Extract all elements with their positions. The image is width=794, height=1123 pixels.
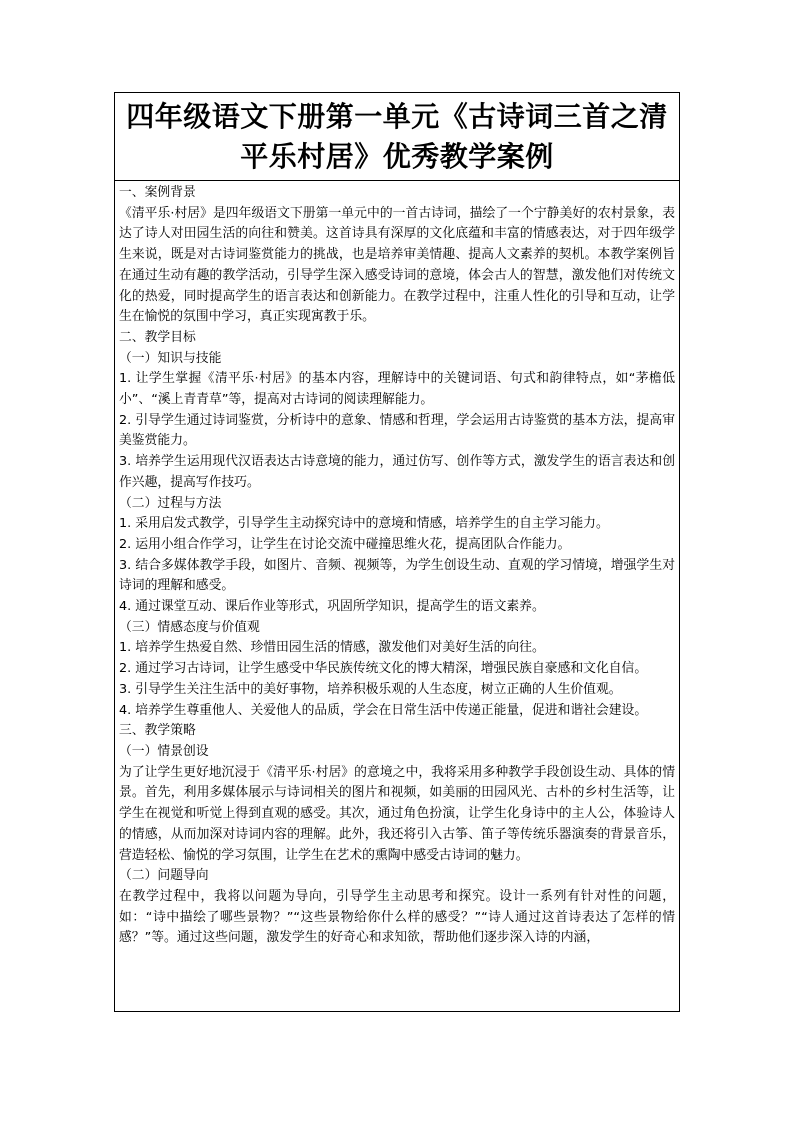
list-item: 3. 结合多媒体教学手段，如图片、音频、视频等，为学生创设生动、直观的学习情境，增强学生对诗词的理解和感受。: [119, 557, 675, 594]
subsection-heading: （二）过程与方法: [119, 495, 222, 511]
section-heading: 三、教学策略: [119, 723, 196, 739]
list-item: 1. 让学生掌握《清平乐·村居》的基本内容，理解诗中的关键词语、句式和韵律特点，如“茅檐低小”、“溪上青青草”等，提高对古诗词的阅读理解能力。: [119, 371, 675, 408]
list-item: 4. 通过课堂互动、课后作业等形式，巩固所学知识，提高学生的语文素养。: [119, 599, 545, 615]
document-title: 四年级语文下册第一单元《古诗词三首之清平乐村居》优秀教学案例: [126, 100, 668, 173]
subsection-heading: （二）问题导向: [119, 868, 209, 884]
list-item: 2. 运用小组合作学习，让学生在讨论交流中碰撞思维火花，提高团队合作能力。: [119, 536, 571, 552]
list-item: 2. 通过学习古诗词，让学生感受中华民族传统文化的博大精深，增强民族自豪感和文化自信。: [119, 661, 648, 677]
subsection-heading: （一）情景创设: [119, 743, 209, 759]
title-cell: [115, 93, 679, 181]
document-table: [114, 92, 680, 1012]
list-item: 2. 引导学生通过诗词鉴赏，分析诗中的意象、情感和哲理，学会运用古诗鉴赏的基本方法，提高审美鉴赏能力。: [119, 412, 675, 449]
subsection-heading: （三）情感态度与价值观: [119, 619, 260, 635]
section-heading: 一、案例背景: [119, 185, 196, 200]
list-item: 3. 培养学生运用现代汉语表达古诗意境的能力，通过仿写、创作等方式，激发学生的语言表达和创作兴趣，提高写作技巧。: [119, 454, 675, 490]
paragraph: 为了让学生更好地沉浸于《清平乐·村居》的意境之中，我将采用多种教学手段创设生动、具体的情景。首先，利用多媒体展示与诗词相关的图片和视频，如美丽的田园风光、古朴的乡村生活等，让学生在视觉和听觉上得到直观的感受。其次，通过角色扮演，让学生化身诗中的主人公，体验诗人的情感，从而加深对诗词内容的理解。此外，我还将引入古筝、笛子等传统乐器演奏的背景音乐，营造轻松、愉悦的学习氛围，让学生在艺术的熏陶中感受古诗词的魅力。: [119, 764, 675, 863]
list-item: 1. 培养学生热爱自然、珍惜田园生活的情感，激发他们对美好生活的向往。: [119, 640, 545, 656]
subsection-heading: （一）知识与技能: [119, 350, 222, 366]
list-item: 3. 引导学生关注生活中的美好事物，培养积极乐观的人生态度，树立正确的人生价值观。: [119, 681, 622, 697]
list-item: 4. 培养学生尊重他人、关爱他人的品质，学会在日常生活中传递正能量，促进和谐社会建设。: [119, 702, 648, 718]
list-item: 1. 采用启发式教学，引导学生主动探究诗中的意境和情感，培养学生的自主学习能力。: [119, 516, 609, 532]
paragraph: 《清平乐·村居》是四年级语文下册第一单元中的一首古诗词，描绘了一个宁静美好的农村景象，表达了诗人对田园生活的向往和赞美。这首诗具有深厚的文化底蕴和丰富的情感表达，对于四年级学生来说，既是对古诗词鉴赏能力的挑战，也是培养审美情趣、提高人文素养的契机。本教学案例旨在通过生动有趣的教学活动，引导学生深入感受诗词的意境，体会古人的智慧，激发他们对传统文化的热爱，同时提高学生的语言表达和创新能力。在教学过程中，注重人性化的引导和互动，让学生在愉悦的氛围中学习，真正实现寓教于乐。: [119, 205, 675, 325]
section-heading: 二、教学目标: [119, 329, 196, 345]
content-cell: [115, 181, 679, 949]
paragraph: 在教学过程中，我将以问题为导向，引导学生主动思考和探究。设计一系列有针对性的问题，如：“诗中描绘了哪些景物？”“这些景物给你什么样的感受？”“诗人通过这首诗表达了怎样的情感？”等。通过这些问题，激发学生的好奇心和求知欲，帮助他们逐步深入诗的内涵，: [119, 888, 675, 946]
